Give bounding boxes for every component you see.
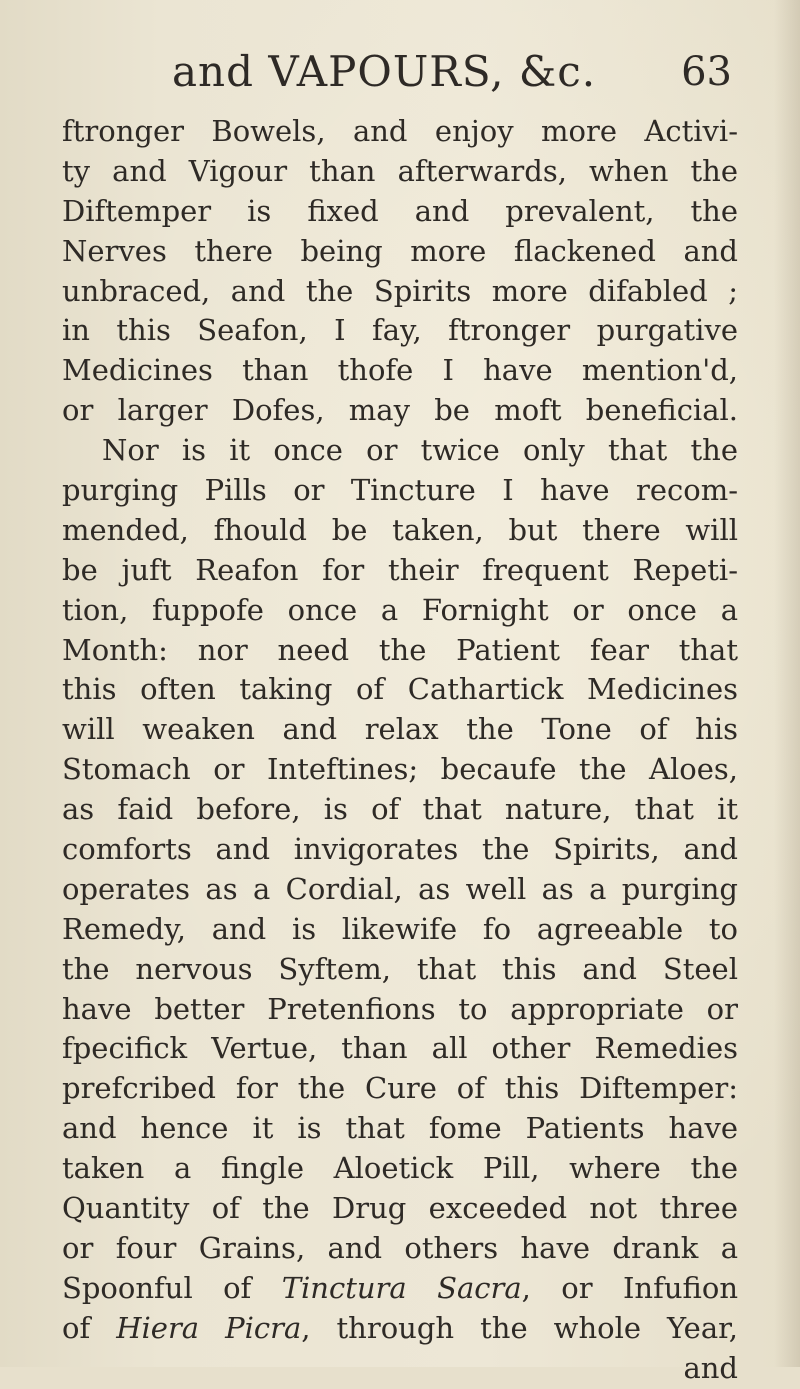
page-header	[172, 46, 732, 106]
text-line: be juft Reafon for their frequent Repeti-	[62, 552, 738, 587]
catchword: and	[683, 1350, 738, 1385]
text-segment: , or Infufion	[521, 1270, 738, 1305]
text-segment: , through the whole Year,	[301, 1310, 738, 1345]
text-line: have better Pretenfions to appropriate or	[62, 991, 738, 1026]
text-segment: of	[62, 1310, 117, 1345]
text-line: Diftemper is fixed and prevalent, the	[62, 193, 738, 228]
text-line: as faid before, is of that nature, that it	[62, 792, 738, 827]
text-line: Stomach or Inteftines; becaufe the Aloes,	[62, 752, 738, 787]
text-line-with-italic	[62, 1309, 738, 1349]
text-line: fpecifick Vertue, than all other Remedies	[62, 1031, 738, 1066]
text-line: prefcribed for the Cure of this Diftemper:	[62, 1071, 738, 1106]
text-line: comforts and invigorates the Spirits, and	[62, 832, 738, 867]
italic-term: Hiera Picra	[116, 1310, 302, 1345]
text-line: tion, fuppofe once a Fornight or once a	[62, 592, 738, 627]
text-line: Nerves there being more flackened and	[62, 233, 738, 268]
text-line: Remedy, and is likewife fo agreeable to	[62, 911, 738, 946]
text-line: taken a fingle Aloetick Pill, where the	[62, 1151, 738, 1186]
text-line: this often taking of Cathartick Medicines	[62, 672, 738, 707]
text-line: will weaken and relax the Tone of his	[62, 712, 738, 747]
text-line: Month: nor need the Patient fear that	[62, 632, 738, 667]
text-segment: Spoonful of	[62, 1270, 282, 1305]
text-line: and hence it is that fome Patients have	[62, 1111, 738, 1146]
text-line: mended, fhould be taken, but there will	[62, 512, 738, 547]
text-line: the nervous Syftem, that this and Steel	[62, 951, 738, 986]
text-line: or larger Dofes, may be moft beneficial.	[62, 393, 738, 428]
text-line: or four Grains, and others have drank a	[62, 1230, 738, 1265]
text-line: ftronger Bowels, and enjoy more Activi-	[62, 114, 738, 148]
text-line: operates as a Cordial, as well as a purging	[62, 871, 738, 906]
text-line: Medicines than thofe I have mention'd,	[62, 353, 738, 388]
text-line: purging Pills or Tincture I have recom-	[62, 473, 738, 508]
text-line: unbraced, and the Spirits more difabled ;	[62, 273, 738, 308]
text-line: in this Seafon, I fay, ftronger purgative	[62, 313, 738, 348]
paragraph-first-line: Nor is it once or twice only that the	[102, 433, 738, 468]
text-line-with-italic	[62, 1269, 738, 1309]
text-line: ty and Vigour than afterwards, when the	[62, 153, 738, 188]
text-line: Quantity of the Drug exceeded not three	[62, 1191, 738, 1226]
page-edge-shadow	[774, 0, 800, 1367]
italic-term: Tinctura Sacra	[281, 1270, 522, 1305]
running-head: and VAPOURS, &c.	[172, 47, 597, 96]
page-number: 63	[681, 49, 732, 95]
body-text	[62, 112, 738, 1389]
